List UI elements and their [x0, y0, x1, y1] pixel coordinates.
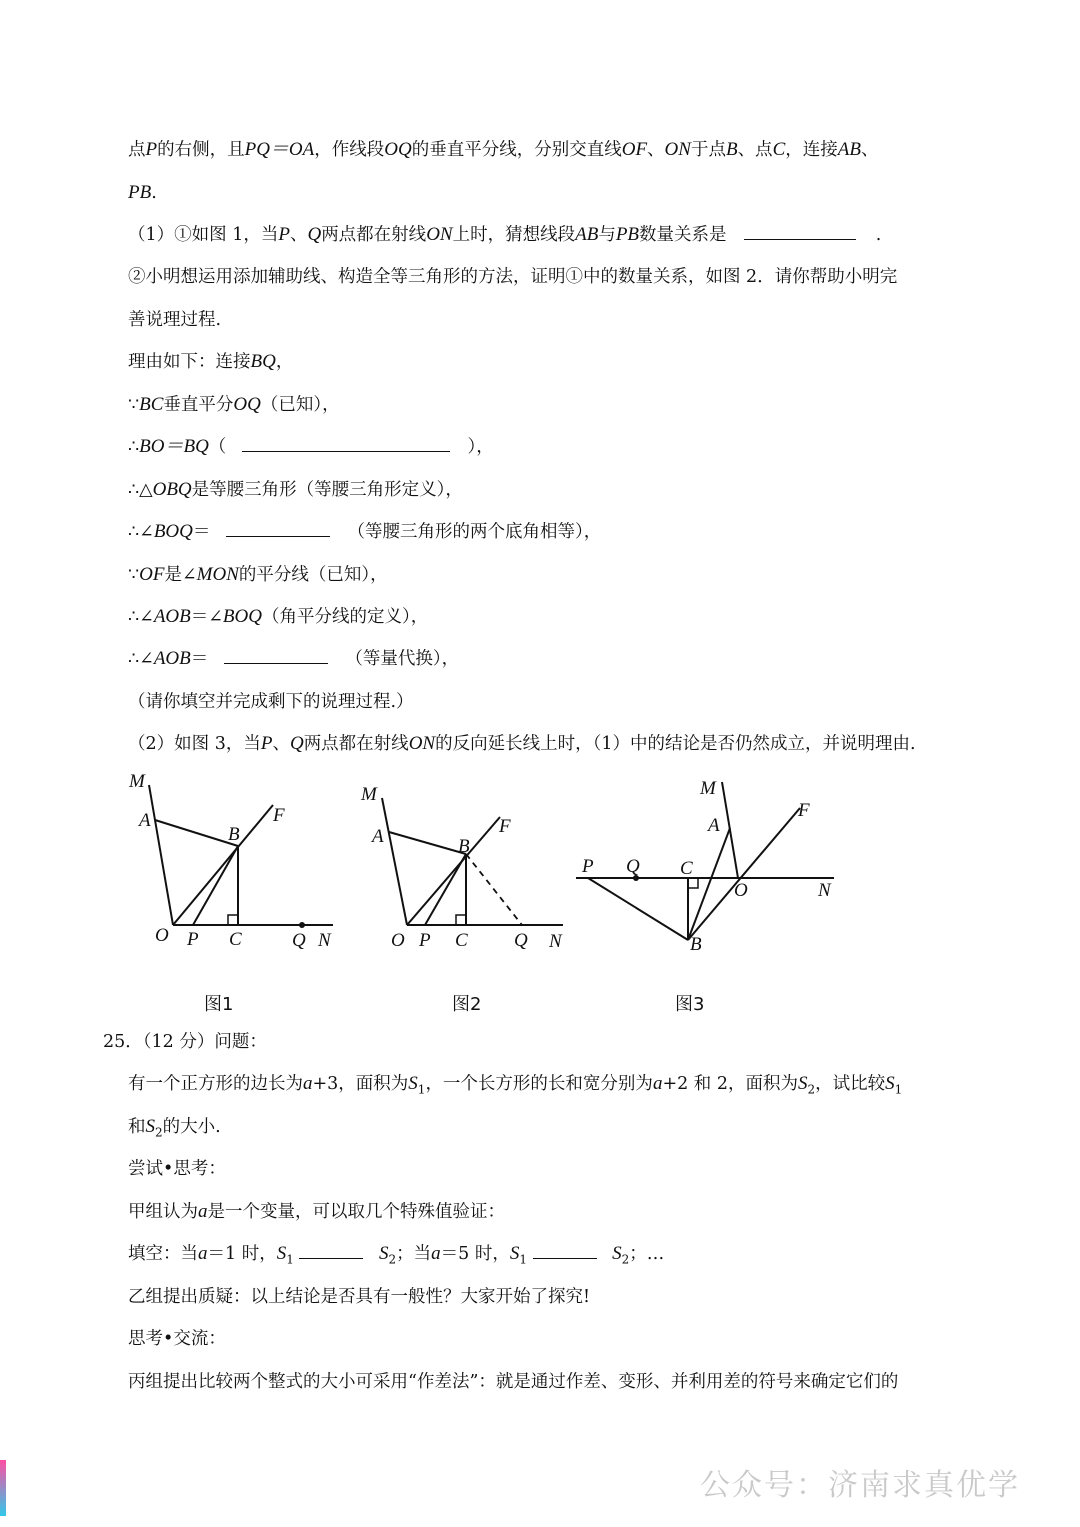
label-N: N — [549, 931, 562, 952]
q24-line-2: PB. — [128, 182, 157, 203]
q25-line-1: 有一个正方形的边长为a+3，面积为$S_1$，一个长方形的长和宽分别为a+2 和 2，面积为$S_2$，试比较$S_1$ — [128, 1073, 903, 1097]
label-M: M — [361, 784, 377, 805]
q25-bing: 丙组提出比较两个整式的大小可采用“作差法”：就是通过作差、变形、并利用差的符号来确定它们的 — [128, 1372, 899, 1392]
label-Q: Q — [514, 930, 528, 951]
reason-line-5: ∵OF是∠MON的平分线（已知）， — [128, 564, 388, 585]
q25-fill: 填空：当a＝1 时，$S_1$ $S_2$；当a＝5 时，$S_1$ $S_2$；… — [128, 1243, 665, 1267]
answer-blank-6[interactable] — [533, 1242, 597, 1259]
edge-accent-bar — [0, 1460, 6, 1516]
label-F: F — [499, 816, 511, 837]
q25-yi: 乙组提出质疑：以上结论是否具有一般性？大家开始了探究! — [128, 1287, 591, 1307]
reason-line-8: （请你填空并完成剩下的说理过程.） — [128, 692, 414, 712]
label-F: F — [273, 805, 285, 826]
answer-blank-2[interactable] — [242, 435, 450, 452]
label-C: C — [229, 929, 242, 950]
label-A: A — [139, 810, 151, 831]
q25-try-heading: 尝试•思考： — [128, 1159, 226, 1179]
answer-blank-3[interactable] — [226, 520, 330, 537]
answer-blank-5[interactable] — [299, 1242, 363, 1259]
figure-1 — [125, 765, 345, 950]
q25-think-heading: 思考•交流： — [128, 1329, 226, 1349]
label-C: C — [455, 930, 468, 951]
label-B: B — [690, 934, 702, 955]
reason-line-0: 理由如下：连接BQ， — [128, 351, 294, 372]
q24-line-1: 点P的右侧，且PQ＝OA，作线段OQ的垂直平分线，分别交直线OF、ON于点B、点C，连接AB、 — [128, 139, 879, 160]
label-O: O — [155, 925, 169, 946]
label-C: C — [680, 858, 693, 879]
label-A: A — [372, 826, 384, 847]
reason-line-1: ∵BC垂直平分OQ（已知）， — [128, 394, 340, 415]
q24-part2-question: （2）如图 3，当P、Q两点都在射线ON的反向延长线上时，（1）中的结论是否仍然成立，并说明理由. — [128, 733, 916, 754]
label-B: B — [228, 824, 240, 845]
figure-3 — [570, 770, 840, 960]
label-P: P — [187, 929, 199, 950]
label-N: N — [318, 930, 331, 950]
label-N: N — [818, 880, 831, 901]
q25-line-2: 和$S_2$的大小. — [128, 1116, 221, 1140]
q24-part1-question: （1）①如图 1，当P、Q两点都在射线ON上时，猜想线段AB与PB数量关系是 . — [128, 224, 882, 245]
q24-part1-2b: 善说理过程. — [128, 310, 222, 330]
figure-3-caption: 图3 — [675, 994, 705, 1015]
label-Q: Q — [626, 856, 640, 877]
reason-line-4: ∴∠BOQ＝ （等腰三角形的两个底角相等）， — [128, 521, 602, 542]
label-F: F — [798, 800, 810, 821]
q25-heading: 25．（12 分）问题： — [103, 1032, 267, 1052]
label-A: A — [708, 815, 720, 836]
figure-2-caption: 图2 — [452, 994, 482, 1015]
label-Q: Q — [292, 930, 306, 950]
figure-1-caption: 图1 — [204, 994, 234, 1015]
label-B: B — [458, 836, 470, 857]
q24-part1-2: ②小明想运用添加辅助线、构造全等三角形的方法，证明①中的数量关系，如图 2．请你帮助小明完 — [128, 267, 898, 287]
label-O: O — [734, 880, 748, 901]
q25-jia: 甲组认为a是一个变量，可以取几个特殊值验证： — [128, 1201, 505, 1222]
label-O: O — [391, 930, 405, 951]
answer-blank-4[interactable] — [224, 647, 328, 664]
watermark: 公众号：济南求真优学 — [700, 1468, 1020, 1503]
label-M: M — [700, 778, 716, 799]
answer-blank-1[interactable] — [744, 223, 856, 240]
reason-line-6: ∴∠AOB＝∠BOQ（角平分线的定义）， — [128, 606, 429, 627]
reason-line-7: ∴∠AOB＝ （等量代换）， — [128, 648, 460, 669]
reason-line-2: ∴BO＝BQ（ ）， — [128, 436, 494, 457]
label-P: P — [582, 856, 594, 877]
label-M: M — [129, 771, 145, 792]
figure-2 — [355, 780, 575, 955]
label-P: P — [419, 930, 431, 951]
reason-line-3: ∴△OBQ是等腰三角形（等腰三角形定义）， — [128, 479, 463, 500]
